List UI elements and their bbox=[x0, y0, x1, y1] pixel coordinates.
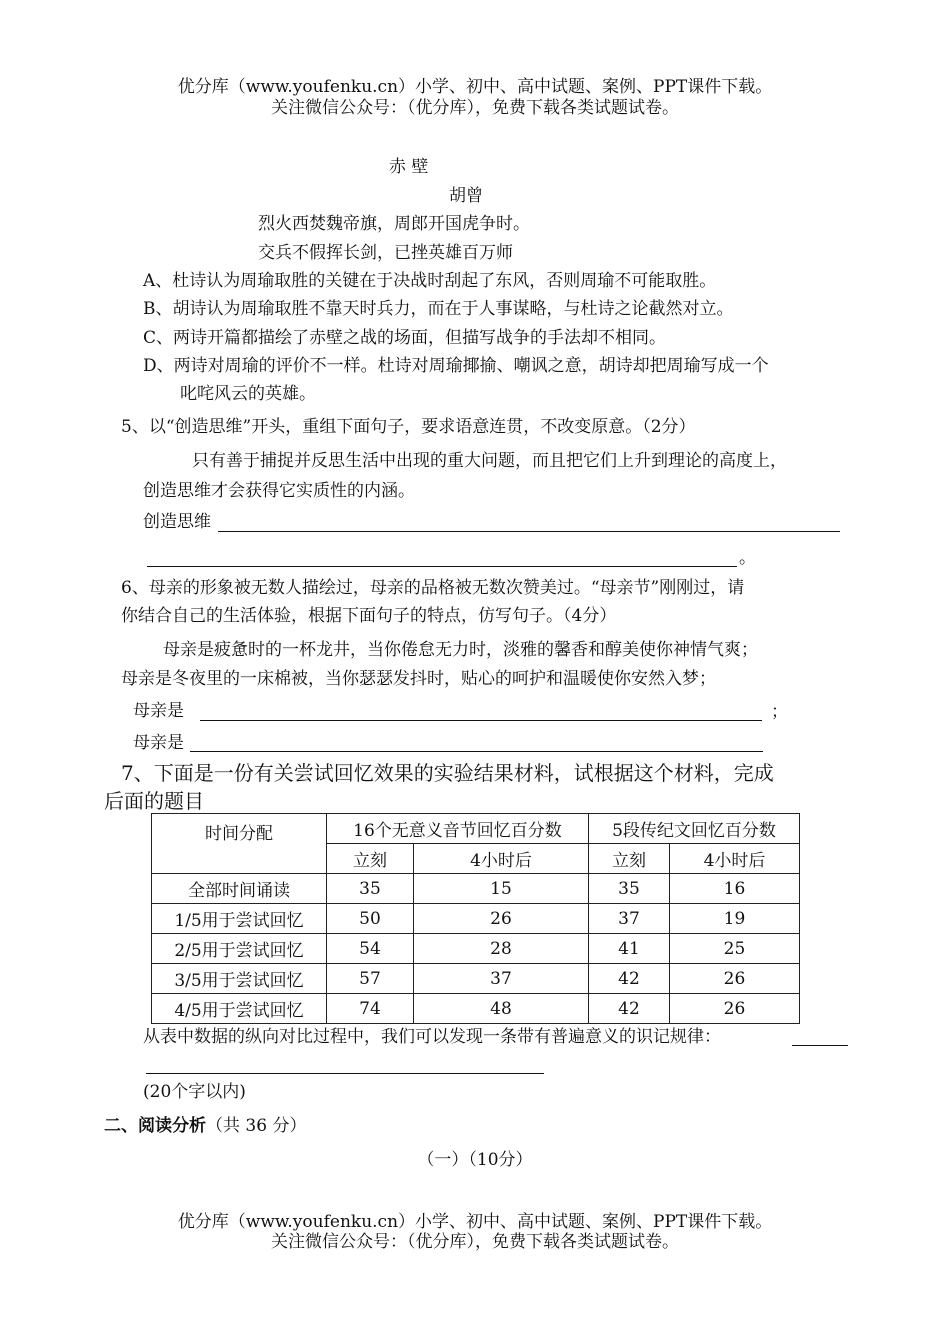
q7-prompt: 从表中数据的纵向对比过程中，我们可以发现一条带有普遍意义的识记规律： bbox=[143, 1027, 721, 1047]
q6-stem-line-1: 6、母亲的形象被无数人描绘过，母亲的品格被无数次赞美过。“母亲节”刚刚过，请 bbox=[121, 578, 745, 598]
row-label: 4/5用于尝试回忆 bbox=[152, 994, 327, 1024]
table-corner-header: 时间分配 bbox=[152, 814, 327, 874]
q7-limit: (20个字以内) bbox=[143, 1082, 246, 1102]
option-a: A、杜诗认为周瑜取胜的关键在于决战时刮起了东风，否则周瑜不可能取胜。 bbox=[143, 271, 717, 291]
q6-blank-2-prefix: 母亲是 bbox=[133, 733, 184, 753]
table-row bbox=[152, 994, 800, 1024]
table-cell: 16 bbox=[670, 874, 800, 904]
table-sub-header: 4小时后 bbox=[414, 844, 589, 874]
row-label: 2/5用于尝试回忆 bbox=[152, 934, 327, 964]
table-cell: 35 bbox=[327, 874, 414, 904]
table-cell: 35 bbox=[589, 874, 670, 904]
recall-data-table bbox=[151, 813, 800, 1024]
table-group-header-2: 5段传纪文回忆百分数 bbox=[589, 814, 800, 844]
table-row bbox=[152, 874, 800, 904]
table-cell: 26 bbox=[414, 904, 589, 934]
q5-end-mark: 。 bbox=[739, 548, 756, 568]
footer-line-2: 关注微信公众号：（优分库），免费下载各类试题试卷。 bbox=[271, 1232, 679, 1252]
table-cell: 57 bbox=[327, 964, 414, 994]
section-2-heading bbox=[104, 1118, 306, 1135]
q5-text-1: 只有善于捕捉并反思生活中出现的重大问题，而且把它们上升到理论的高度上， bbox=[192, 451, 787, 471]
row-label: 1/5用于尝试回忆 bbox=[152, 904, 327, 934]
q6-stem-line-2: 你结合自己的生活体验，根据下面句子的特点，仿写句子。（4分） bbox=[121, 606, 617, 626]
option-d-line-1: D、两诗对周瑜的评价不一样。杜诗对周瑜揶揄、嘲讽之意，胡诗却把周瑜写成一个 bbox=[143, 356, 769, 376]
table-row bbox=[152, 904, 800, 934]
poem-line-1: 烈火西焚魏帝旗，周郎开国虎争时。 bbox=[258, 214, 530, 234]
q5-text-2: 创造思维才会获得它实质性的内涵。 bbox=[143, 481, 415, 501]
option-b: B、胡诗认为周瑜取胜不靠天时兵力，而在于人事谋略，与杜诗之论截然对立。 bbox=[143, 299, 734, 319]
table-cell: 74 bbox=[327, 994, 414, 1024]
section-2-points: （共 36 分） bbox=[206, 1116, 307, 1136]
table-cell: 15 bbox=[414, 874, 589, 904]
table-cell: 54 bbox=[327, 934, 414, 964]
table-group-header-1: 16个无意义音节回忆百分数 bbox=[327, 814, 589, 844]
poem-title: 赤 壁 bbox=[389, 157, 429, 177]
q6-blank-1-prefix: 母亲是 bbox=[133, 701, 184, 721]
q5-stem: 5、以“创造思维”开头，重组下面句子，要求语意连贯，不改变原意。（2分） bbox=[121, 417, 696, 437]
table-cell: 48 bbox=[414, 994, 589, 1024]
table-sub-header: 立刻 bbox=[327, 844, 414, 874]
table-sub-header: 立刻 bbox=[589, 844, 670, 874]
table-cell: 50 bbox=[327, 904, 414, 934]
table-cell: 42 bbox=[589, 964, 670, 994]
q6-blank-2-line[interactable] bbox=[190, 751, 763, 752]
section-2-label: 二、阅读分析 bbox=[104, 1116, 206, 1136]
table-cell: 28 bbox=[414, 934, 589, 964]
table-cell: 37 bbox=[414, 964, 589, 994]
table-cell: 19 bbox=[670, 904, 800, 934]
header-line-2: 关注微信公众号：（优分库），免费下载各类试题试卷。 bbox=[271, 98, 679, 118]
table-cell: 42 bbox=[589, 994, 670, 1024]
option-d-line-2: 叱咤风云的英雄。 bbox=[180, 384, 316, 404]
header-line-1: 优分库（www.youfenku.cn）小学、初中、高中试题、案例、PPT课件下载。 bbox=[177, 77, 773, 97]
table-row bbox=[152, 934, 800, 964]
q7-stem-line-1: 7、下面是一份有关尝试回忆效果的实验结果材料，试根据这个材料，完成 bbox=[121, 761, 774, 785]
table-cell: 26 bbox=[670, 964, 800, 994]
section-2-subheading: （一）（10分） bbox=[417, 1150, 533, 1170]
q7-stem-line-2: 后面的题目 bbox=[104, 789, 204, 813]
table-cell: 37 bbox=[589, 904, 670, 934]
poem-author: 胡曾 bbox=[449, 186, 483, 206]
q6-example-2: 母亲是冬夜里的一床棉被，当你瑟瑟发抖时，贴心的呵护和温暖使你安然入梦； bbox=[121, 669, 716, 689]
footer-line-1: 优分库（www.youfenku.cn）小学、初中、高中试题、案例、PPT课件下载。 bbox=[177, 1212, 773, 1232]
row-label: 3/5用于尝试回忆 bbox=[152, 964, 327, 994]
table-cell: 26 bbox=[670, 994, 800, 1024]
table-cell: 41 bbox=[589, 934, 670, 964]
poem-line-2: 交兵不假挥长剑，已挫英雄百万师 bbox=[258, 243, 513, 263]
q7-answer-line-2[interactable] bbox=[146, 1073, 544, 1074]
table-sub-header: 4小时后 bbox=[670, 844, 800, 874]
option-c: C、两诗开篇都描绘了赤壁之战的场面，但描写战争的手法却不相同。 bbox=[143, 328, 667, 348]
q5-answer-prefix: 创造思维 bbox=[143, 512, 211, 532]
q6-blank-1-line[interactable] bbox=[200, 720, 762, 721]
q7-answer-line-1[interactable] bbox=[792, 1045, 848, 1046]
q5-answer-line-2[interactable] bbox=[147, 566, 737, 567]
table-cell: 25 bbox=[670, 934, 800, 964]
q6-blank-1-end: ； bbox=[771, 702, 788, 722]
q5-answer-line-1[interactable] bbox=[218, 531, 840, 532]
row-label: 全部时间诵读 bbox=[152, 874, 327, 904]
q6-example-1: 母亲是疲惫时的一杯龙井，当你倦怠无力时，淡雅的馨香和醇美使你神情气爽； bbox=[163, 640, 758, 660]
table-row bbox=[152, 964, 800, 994]
